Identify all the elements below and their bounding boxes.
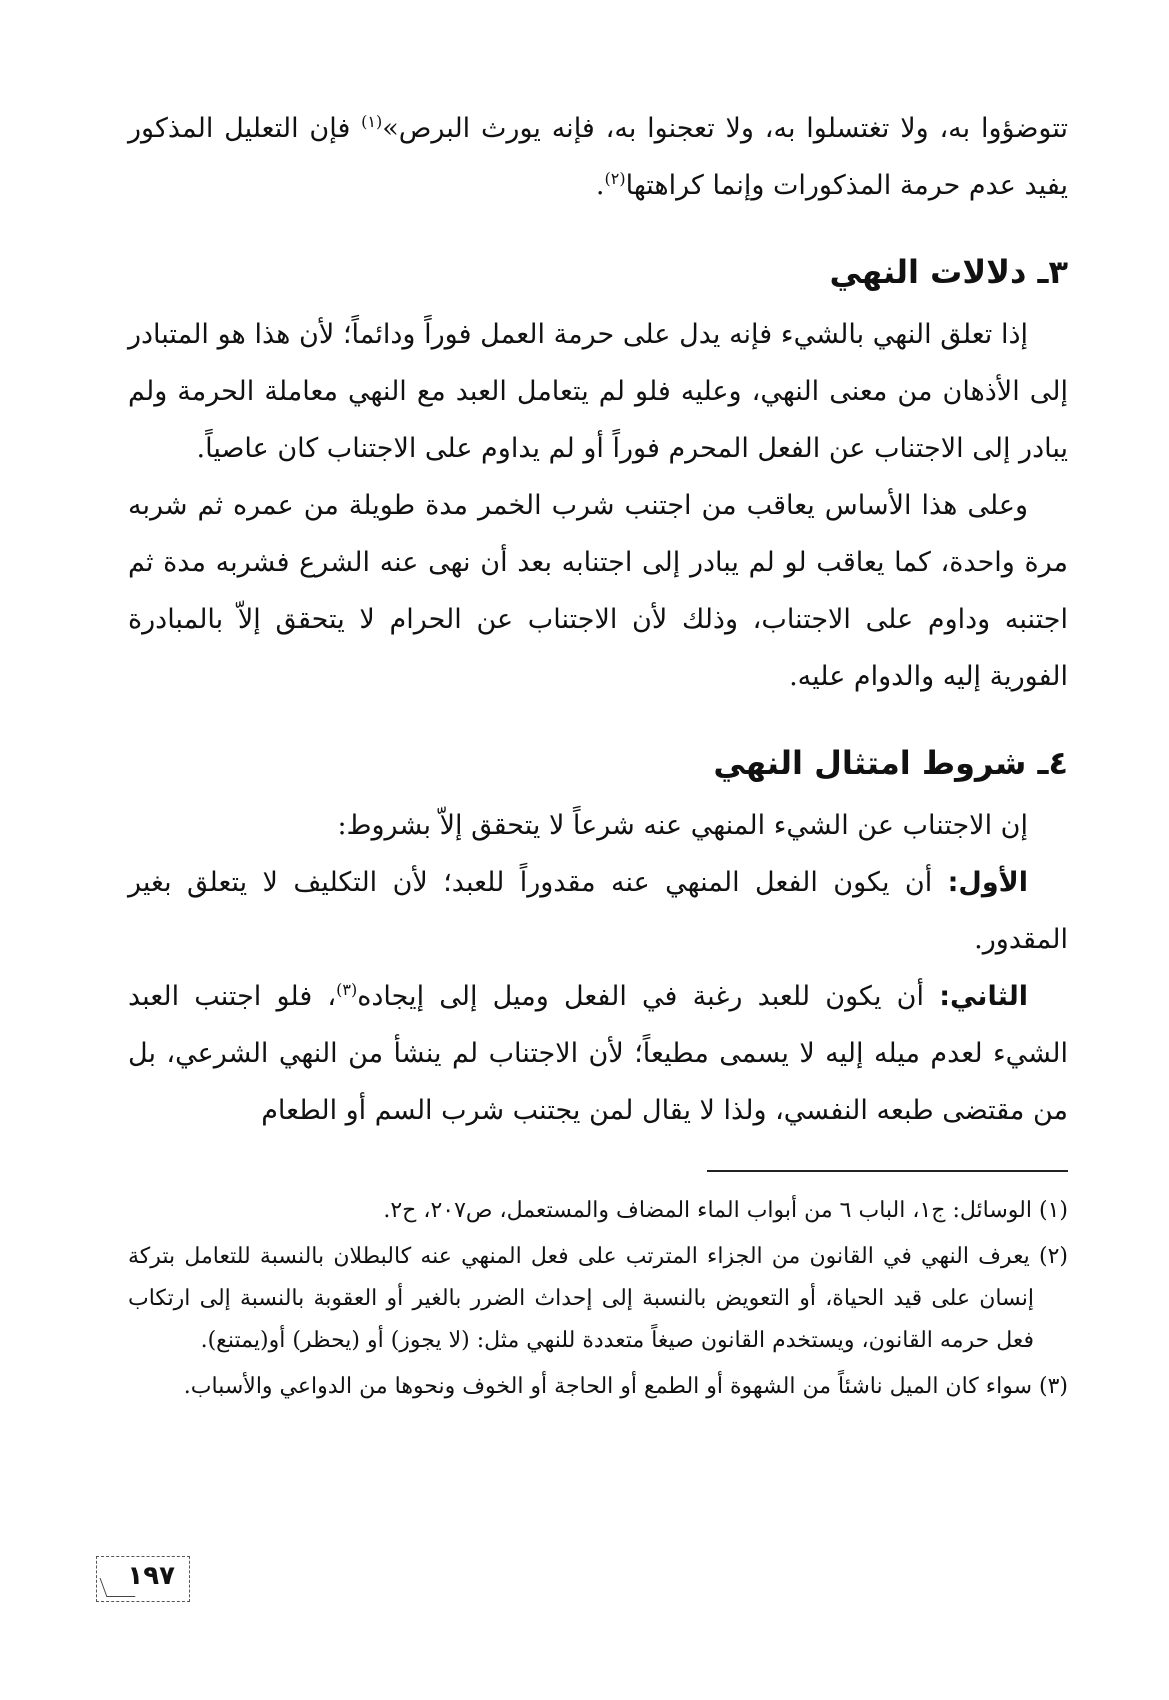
footnote-separator <box>707 1170 1068 1172</box>
footnotes <box>128 1190 1068 1412</box>
condition-term: الثاني: <box>939 981 1028 1012</box>
paragraph-text: تتوضؤوا به، ولا تغتسلوا به، ولا تعجنوا به، فإنه يورث البرص» <box>382 113 1068 144</box>
paragraph-prohibition-implications: إذا تعلق النهي بالشيء فإنه يدل على حرمة العمل فوراً ودائماً؛ لأن هذا هو المتبادر إلى الأذهان من معنى النهي، وعليه فلو لم يتعامل العبد مع النهي معاملة الحرمة ولم يبادر إلى الاجتناب عن الفعل المحرم فوراً أو لم يداوم على الاجتناب كان عاصياً. <box>128 319 1068 464</box>
condition-term: الأول: <box>947 867 1028 898</box>
condition-second <box>128 968 1068 1139</box>
page-number: ١٩٧ <box>127 1561 175 1591</box>
paragraph-continuation <box>128 100 1068 214</box>
footnote-2: (٢) يعرف النهي في القانون من الجزاء المترتب على فعل المنهي عنه كالبطلان بالنسبة للتعامل بتركة إنسان على قيد الحياة، أو التعويض بالنسبة إلى إحداث الضرر بالغير أو العقوبة بالنسبة إلى ارتكاب فعل حرمه القانون، ويستخدم القانون صيغاً متعددة للنهي مثل: (لا يجوز) أو (يحظر) أو(يمتنع). <box>128 1244 1068 1353</box>
condition-text: أن يكون للعبد رغبة في الفعل وميل إلى إيجاده <box>357 981 940 1012</box>
footnote-ref-3[interactable]: (٣) <box>336 980 358 999</box>
section-heading-3: ٣ـ دلالات النهي <box>829 253 1068 291</box>
paragraph-conditions-intro: إن الاجتناب عن الشيء المنهي عنه شرعاً لا يتحقق إلاّ بشروط: <box>337 810 1028 841</box>
page-number-box <box>96 1556 190 1602</box>
condition-text: ، فلو اجتنب العبد الشيء لعدم ميله إليه لا يسمى مطيعاً؛ لأن الاجتناب لم ينشأ من النهي الشرعي، بل من مقتضى طبعه النفسي، ولذا لا يقال لمن يجتنب شرب السم أو الطعام <box>128 981 1068 1126</box>
section-heading-4: ٤ـ شروط امتثال النهي <box>713 744 1068 782</box>
condition-first <box>128 854 1068 968</box>
paragraph-example: وعلى هذا الأساس يعاقب من اجتنب شرب الخمر مدة طويلة من عمره ثم شربه مرة واحدة، كما يعاقب لو لم يبادر إلى اجتنابه بعد أن نهى عنه الشرع فشربه مدة ثم اجتنبه وداوم على الاجتناب، وذلك لأن الاجتناب عن الحرام لا يتحقق إلاّ بالمبادرة الفورية إليه والدوام عليه. <box>128 490 1068 692</box>
paragraph-text: . <box>595 170 605 201</box>
page-body <box>128 100 1068 1139</box>
footnote-ref-1[interactable]: (١) <box>361 112 383 131</box>
paragraph-text: فإن التعليل المذكور يفيد عدم حرمة المذكورات وإنما كراهتها <box>128 113 1068 201</box>
footnote-ref-2[interactable]: (٢) <box>604 169 626 188</box>
footnote-1: (١) الوسائل: ج١، الباب ٦ من أبواب الماء المضاف والمستعمل، ص٢٠٧، ح٢. <box>383 1198 1068 1223</box>
condition-text: أن يكون الفعل المنهي عنه مقدوراً للعبد؛ لأن التكليف لا يتعلق بغير المقدور. <box>128 867 1068 955</box>
footnote-3: (٣) سواء كان الميل ناشئاً من الشهوة أو الطمع أو الحاجة أو الخوف ونحوها من الدواعي والأسباب. <box>183 1374 1068 1399</box>
